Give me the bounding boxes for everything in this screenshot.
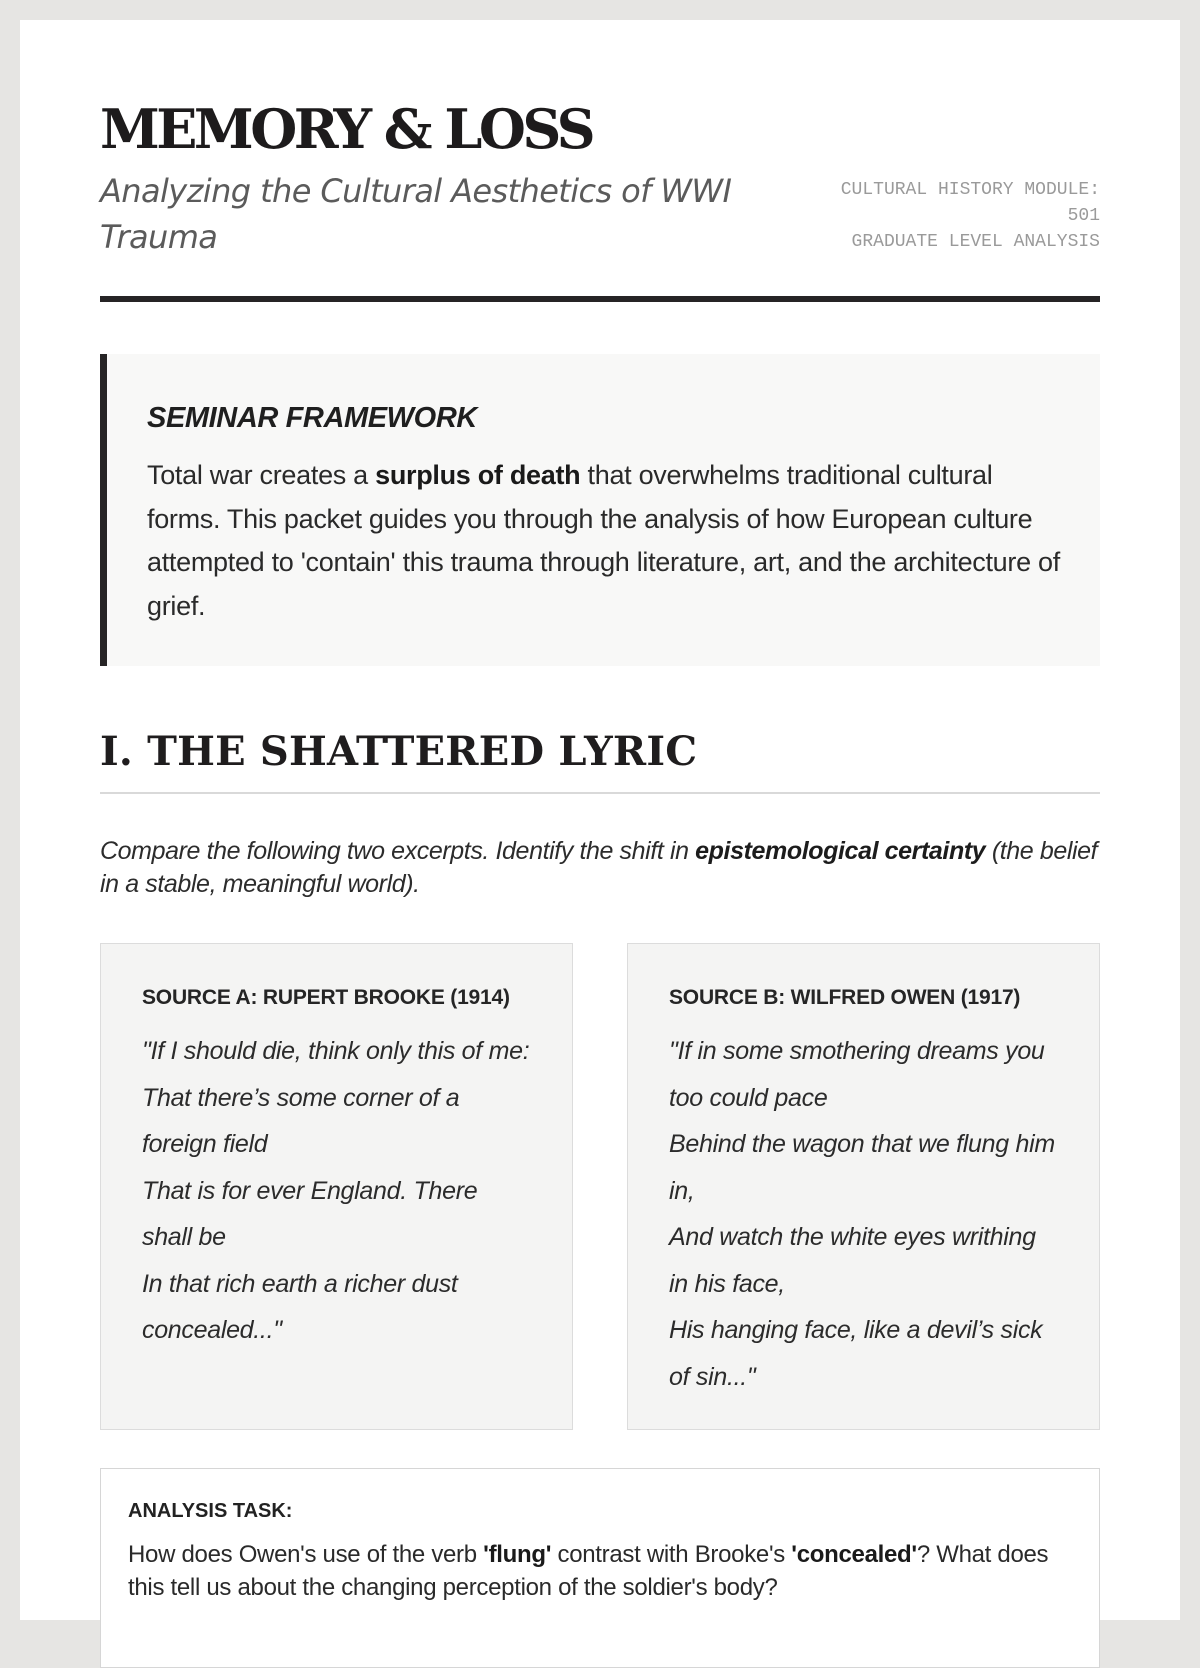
framework-text-end: that overwhelms traditional cultural forms. This packet guides you through the analysis of how European culture attempted to 'contain' this trauma through literature, art, and the architecture of grief. bbox=[147, 460, 1060, 621]
document-page bbox=[20, 20, 1180, 1620]
task-text: How does Owen's use of the verb bbox=[128, 1541, 484, 1568]
source-b-line: "If in some smothering dreams you too could pace bbox=[669, 1037, 1045, 1112]
task-text: contrast with Brooke's bbox=[551, 1541, 792, 1568]
source-b-line: His hanging face, like a devil’s sick of sin..." bbox=[669, 1316, 1043, 1391]
source-b-card bbox=[627, 943, 1100, 1430]
framework-heading: SEMINAR FRAMEWORK bbox=[147, 402, 477, 434]
section-title: I. THE SHATTERED LYRIC bbox=[100, 728, 698, 775]
analysis-task-question bbox=[128, 1538, 1072, 1604]
instruction-start: Compare the following two excerpts. Identify the shift in bbox=[100, 837, 696, 865]
section-instruction bbox=[100, 835, 1100, 901]
document-title: MEMORY & LOSS bbox=[100, 97, 593, 161]
source-a-line: In that rich earth a richer dust concealed..." bbox=[142, 1269, 458, 1344]
source-b-line: Behind the wagon that we flung him in, bbox=[669, 1130, 1055, 1205]
analysis-task-box bbox=[100, 1468, 1100, 1668]
section-divider bbox=[100, 792, 1100, 794]
module-meta-level: GRADUATE LEVEL ANALYSIS bbox=[851, 232, 1100, 252]
task-emphasis-concealed: 'concealed' bbox=[791, 1541, 917, 1568]
module-meta bbox=[800, 177, 1100, 255]
task-emphasis-flung: 'flung' bbox=[483, 1541, 552, 1568]
analysis-task-heading: ANALYSIS TASK: bbox=[128, 1500, 293, 1522]
framework-text-start: Total war creates a bbox=[147, 460, 376, 490]
seminar-framework-box bbox=[100, 354, 1100, 666]
source-b-heading: SOURCE B: WILFRED OWEN (1917) bbox=[669, 986, 1021, 1009]
source-a-heading: SOURCE A: RUPERT BROOKE (1914) bbox=[142, 986, 510, 1009]
source-a-card bbox=[100, 943, 573, 1430]
source-a-line: That is for ever England. There shall be bbox=[142, 1176, 478, 1251]
document-subtitle: Analyzing the Cultural Aesthetics of WWI Trauma bbox=[100, 172, 732, 256]
task-text: ? What does this tell us about the changing perception of the soldier's body? bbox=[128, 1541, 1049, 1601]
module-meta-line: CULTURAL HISTORY MODULE: 501 bbox=[840, 180, 1100, 226]
framework-text bbox=[147, 454, 1060, 628]
instruction-end: (the belief in a stable, meaningful world). bbox=[100, 837, 1098, 898]
source-b-line: And watch the white eyes writhing in his face, bbox=[669, 1223, 1036, 1298]
source-a-line: That there’s some corner of a foreign field bbox=[142, 1083, 460, 1158]
framework-text-emphasis: surplus of death bbox=[375, 460, 581, 490]
instruction-emphasis: epistemological certainty bbox=[695, 837, 986, 865]
source-a-line: "If I should die, think only this of me: bbox=[142, 1037, 530, 1065]
header-divider bbox=[100, 296, 1100, 302]
